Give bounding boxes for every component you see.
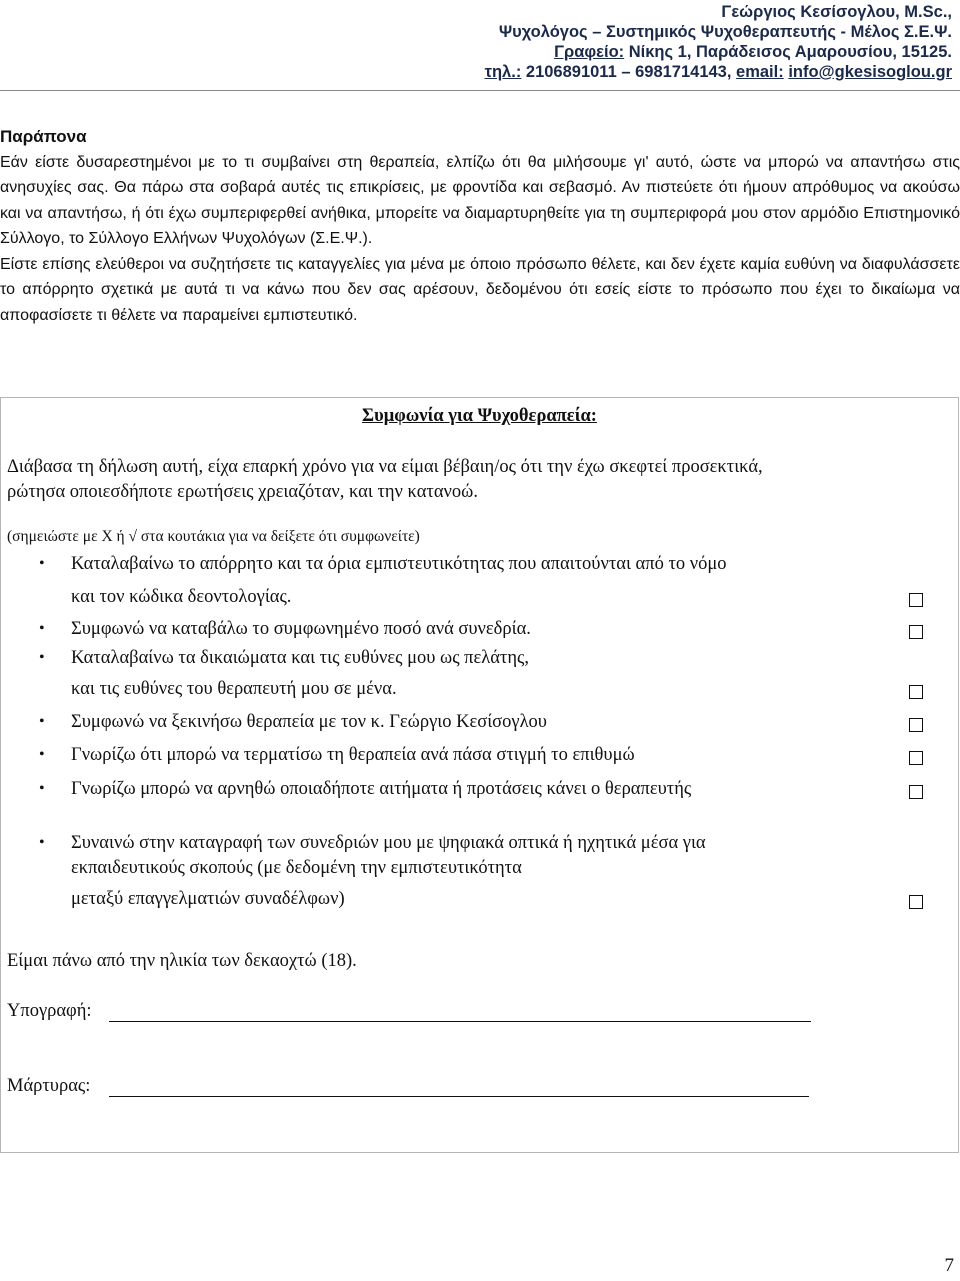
- item-line: και τον κώδικα δεοντολογίας.: [71, 587, 292, 607]
- item-line: Γνωρίζω ότι μπορώ να τερματίσω τη θεραπεία ανά πάσα στιγμή το επιθυμώ: [71, 745, 635, 765]
- signature-label: Υπογραφή:: [7, 1001, 92, 1021]
- agreement-intro: [7, 455, 947, 505]
- contact-line: [392, 62, 952, 82]
- confidentiality-checkbox[interactable]: [909, 593, 923, 607]
- letterhead: [392, 2, 952, 82]
- refuse-checkbox[interactable]: [909, 785, 923, 799]
- item-line: εκπαιδευτικούς σκοπούς (με δεδομένη την εμπιστευτικότητα: [71, 858, 522, 878]
- terminate-checkbox[interactable]: [909, 751, 923, 765]
- bullet-icon: •: [39, 620, 45, 637]
- intro-line-1: Διάβασα τη δήλωση αυτή, είχα επαρκή χρόνο για να είμαι βέβαιη/ος ότι την έχω σκεφτεί προσεκτικά,: [7, 457, 763, 477]
- header-divider: [0, 90, 960, 91]
- checkbox-instruction: (σημειώστε με X ή √ στα κουτάκια για να δείξετε ότι συμφωνείτε): [7, 528, 420, 545]
- page-number: 7: [944, 1255, 954, 1276]
- start-checkbox[interactable]: [909, 718, 923, 732]
- complaints-paragraph-2: Είστε επίσης ελεύθεροι να συζητήσετε τις καταγγελίες για μένα με όποιο πρόσωπο θέλετε, και δεν έχετε καμία ευθύνη να διαφυλάσσετε το απόρρητο σχετικά με αυτά τι να κάνω που δεν σας αρέσουν, δεδομένου ότι εσείς είστε το πρόσωπο που έχει το δικαίωμα να αποφασίσετε τι θέλετε να παραμείνει εμπιστευτικό.: [0, 255, 960, 324]
- item-line: μεταξύ επαγγελματιών συναδέλφων): [71, 889, 345, 909]
- office-label: Γραφείο:: [554, 43, 625, 61]
- item-line: Συμφωνώ να καταβάλω το συμφωνημένο ποσό ανά συνεδρία.: [71, 619, 531, 639]
- intro-line-2: ρώτησα οποιεσδήποτε ερωτήσεις χρειαζόταν, και την κατανοώ.: [7, 482, 478, 502]
- bullet-icon: •: [39, 834, 45, 851]
- rights-checkbox[interactable]: [909, 685, 923, 699]
- item-line: Συναινώ στην καταγραφή των συνεδριών μου με ψηφιακά οπτικά ή ηχητικά μέσα για: [71, 833, 706, 853]
- agreement-title: Συμφωνία για Ψυχοθεραπεία:: [362, 406, 597, 426]
- phone-numbers: 2106891011 – 6981714143,: [521, 63, 737, 81]
- item-line: Γνωρίζω μπορώ να αρνηθώ οποιαδήποτε αιτήματα ή προτάσεις κάνει ο θεραπευτής: [71, 779, 692, 799]
- complaints-section: [0, 124, 960, 328]
- recording-checkbox[interactable]: [909, 895, 923, 909]
- witness-label: Μάρτυρας:: [7, 1076, 91, 1096]
- complaints-heading: Παράπονα: [0, 127, 87, 146]
- bullet-icon: •: [39, 649, 45, 666]
- item-line: Καταλαβαίνω το απόρρητο και τα όρια εμπιστευτικότητας που απαιτούνται από το νόμο: [71, 554, 727, 574]
- bullet-icon: •: [39, 555, 45, 572]
- bullet-icon: •: [39, 746, 45, 763]
- phone-label: τηλ.:: [484, 63, 522, 81]
- fee-checkbox[interactable]: [909, 625, 923, 639]
- author-name: Γεώργιος Κεσίσογλου: [721, 3, 896, 21]
- item-line: Συμφωνώ να ξεκινήσω θεραπεία με τον κ. Γεώργιο Κεσίσογλου: [71, 712, 547, 732]
- author-title: Ψυχολόγος – Συστημικός Ψυχοθεραπευτής - Μέλος Σ.Ε.Ψ.: [498, 23, 952, 41]
- item-line: Καταλαβαίνω τα δικαιώματα και τις ευθύνες μου ως πελάτης,: [71, 648, 529, 668]
- email-label: email:: [736, 63, 784, 81]
- agreement-box: [0, 397, 959, 1153]
- office-address: Νίκης 1, Παράδεισος Αμαρουσίου, 15125.: [624, 43, 952, 61]
- office-line: [392, 42, 952, 62]
- complaints-paragraph-1: Εάν είστε δυσαρεστημένοι με το τι συμβαίνει στη θεραπεία, ελπίζω ότι θα μιλήσουμε γι' αυτό, ώστε να μπορώ να απαντήσω στις ανησυχίες σας. Θα πάρω στα σοβαρά αυτές τις επικρίσεις, με φροντίδα και σεβασμό. Αν πιστεύετε ότι ήμουν απρόθυμος να ακούσω και να απαντήσω, ή ότι έχω συμπεριφερθεί ανήθικα, μπορείτε να διαμαρτυρηθείτε για τη συμπεριφορά μου στον αρμόδιο Επιστημονικό Σύλλογο, το Σύλλογο Ελλήνων Ψυχολόγων (Σ.Ε.Ψ.).: [0, 153, 960, 247]
- bullet-icon: •: [39, 713, 45, 730]
- author-degree: , M.Sc.,: [895, 3, 952, 21]
- bullet-icon: •: [39, 780, 45, 797]
- witness-line[interactable]: [109, 1096, 809, 1097]
- signature-line[interactable]: [109, 1021, 811, 1022]
- item-line: και τις ευθύνες του θεραπευτή μου σε μένα.: [71, 679, 397, 699]
- email-link[interactable]: info@gkesisoglou.gr: [788, 63, 952, 81]
- letterhead-name-line: [392, 2, 952, 22]
- age-statement: Είμαι πάνω από την ηλικία των δεκαοχτώ (18).: [7, 951, 357, 971]
